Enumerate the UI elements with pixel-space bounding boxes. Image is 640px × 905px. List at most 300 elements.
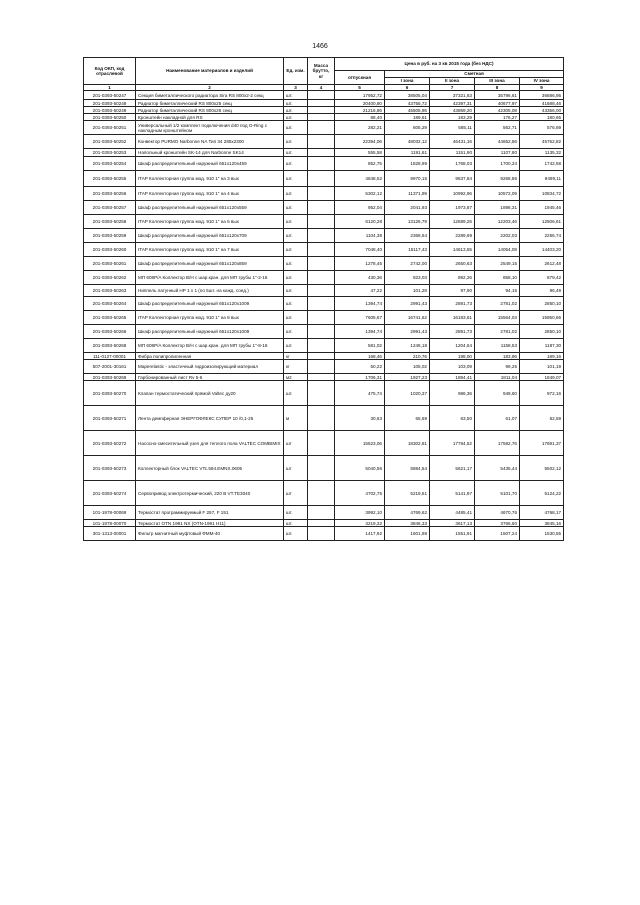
cell-wholesale-price: 581,02 bbox=[335, 339, 385, 353]
cell-zone-2-price: 2891,73 bbox=[430, 325, 475, 339]
cell-code: 201-0393-50259 bbox=[84, 229, 136, 243]
cell-unit: м bbox=[284, 406, 308, 431]
cell-wholesale-price: 6120,28 bbox=[335, 215, 385, 229]
cell-mass bbox=[308, 381, 335, 406]
cell-code: 201-0393-50265 bbox=[84, 311, 136, 325]
cell-zone-2-price: 183,29 bbox=[430, 114, 475, 121]
cell-mass bbox=[308, 215, 335, 229]
cell-name: Радиатор биметаллический RS 800х25 секц bbox=[136, 100, 284, 107]
cell-zone-3-price: 5435,44 bbox=[475, 456, 520, 481]
cell-zone-2-price: 37321,63 bbox=[430, 91, 475, 100]
cell-code: 201-0393-50260 bbox=[84, 243, 136, 257]
header-unit: Ед. изм. bbox=[284, 58, 308, 85]
cell-mass bbox=[308, 229, 335, 243]
cell-zone-3-price: 15564,03 bbox=[475, 311, 520, 325]
cell-zone-2-price: 16183,61 bbox=[430, 311, 475, 325]
cell-zone-1-price: 65,69 bbox=[385, 406, 430, 431]
cell-name: Лента демпферная ЭНЕРГОФЛЕКС СУПЕР 10 /0,1-25 bbox=[136, 406, 284, 431]
cell-zone-3-price: 42305,08 bbox=[475, 107, 520, 114]
cell-name: Фильтр магнитный муфтовый ФММ-40 bbox=[136, 527, 284, 541]
cell-code: 201-0393-50264 bbox=[84, 297, 136, 311]
cell-wholesale-price: 1278,45 bbox=[335, 257, 385, 271]
table-row bbox=[84, 229, 564, 243]
cell-wholesale-price: 7605,67 bbox=[335, 311, 385, 325]
cell-zone-1-price: 13126,79 bbox=[385, 215, 430, 229]
cell-code: 201-0393-50273 bbox=[84, 456, 136, 481]
column-number: 2 bbox=[136, 85, 284, 91]
table-row bbox=[84, 406, 564, 431]
cell-name: Шкаф распределительный наружный 651х120х709 bbox=[136, 229, 284, 243]
cell-wholesale-price: 21216,86 bbox=[335, 107, 385, 114]
cell-mass bbox=[308, 114, 335, 121]
cell-zone-1-price: 18302,81 bbox=[385, 431, 430, 456]
column-number: 9 bbox=[520, 85, 564, 91]
cell-mass bbox=[308, 121, 335, 135]
cell-mass bbox=[308, 506, 335, 520]
table-row bbox=[84, 107, 564, 114]
table-row bbox=[84, 157, 564, 171]
cell-code: 201-0393-50274 bbox=[84, 481, 136, 506]
cell-zone-3-price: 948,60 bbox=[475, 381, 520, 406]
cell-name: Напольный кронштейн SK-14 для Narbonne SK14 bbox=[136, 149, 284, 157]
cell-zone-2-price: 12689,26 bbox=[430, 215, 475, 229]
cell-zone-1-price: 1927,23 bbox=[385, 374, 430, 381]
cell-wholesale-price: 7048,40 bbox=[335, 243, 385, 257]
cell-zone-1-price: 11371,99 bbox=[385, 187, 430, 201]
cell-name: МП 608P/A Коллектор В/Н с шар.кран. для МП трубы 1"-2-16 bbox=[136, 271, 284, 285]
cell-name: Клапан термостатический прямой Valtec ду20 bbox=[136, 381, 284, 406]
cell-zone-2-price: 1551,91 bbox=[430, 527, 475, 541]
cell-code: 201-0393-50270 bbox=[84, 381, 136, 406]
cell-code: 201-0393-50258 bbox=[84, 215, 136, 229]
table-row bbox=[84, 456, 564, 481]
cell-wholesale-price: 4702,75 bbox=[335, 481, 385, 506]
cell-zone-2-price: 1884,41 bbox=[430, 374, 475, 381]
cell-wholesale-price: 17952,72 bbox=[335, 91, 385, 100]
cell-zone-4-price: 1530,55 bbox=[520, 527, 564, 541]
cell-wholesale-price: 15523,06 bbox=[335, 431, 385, 456]
cell-wholesale-price: 20400,80 bbox=[335, 100, 385, 107]
cell-code: 101-1978-00070 bbox=[84, 520, 136, 527]
cell-name: Maperelastic - эластичный гидроизолирующий материал bbox=[136, 360, 284, 374]
cell-zone-2-price: 2650,63 bbox=[430, 257, 475, 271]
cell-zone-4-price: 1135,32 bbox=[520, 149, 564, 157]
column-number: 1 bbox=[84, 85, 136, 91]
cell-wholesale-price: 1394,74 bbox=[335, 325, 385, 339]
cell-wholesale-price: 430,36 bbox=[335, 271, 385, 285]
cell-mass bbox=[308, 135, 335, 149]
header-zone-3: III зона bbox=[475, 78, 520, 85]
cell-zone-3-price: 2781,02 bbox=[475, 325, 520, 339]
table-row bbox=[84, 481, 564, 506]
cell-zone-3-price: 183,96 bbox=[475, 353, 520, 360]
cell-zone-1-price: 2041,93 bbox=[385, 201, 430, 215]
cell-mass bbox=[308, 297, 335, 311]
cell-unit: шт. bbox=[284, 201, 308, 215]
cell-zone-4-price: 180,65 bbox=[520, 114, 564, 121]
cell-zone-3-price: 61,07 bbox=[475, 406, 520, 431]
cell-mass bbox=[308, 339, 335, 353]
column-number: 3 bbox=[284, 85, 308, 91]
cell-zone-2-price: 103,09 bbox=[430, 360, 475, 374]
cell-mass bbox=[308, 374, 335, 381]
cell-zone-4-price: 4768,17 bbox=[520, 506, 564, 520]
cell-name: Конвектор PURMO Narbonne NA Тип 34 285х2300 bbox=[136, 135, 284, 149]
cell-zone-3-price: 1700,34 bbox=[475, 157, 520, 171]
cell-code: 507-2001-30161 bbox=[84, 360, 136, 374]
cell-zone-2-price: 892,26 bbox=[430, 271, 475, 285]
cell-zone-4-price: 972,16 bbox=[520, 381, 564, 406]
cell-code: 201-0393-50250 bbox=[84, 114, 136, 121]
cell-name: Шкаф распределительный наружный 651х120х859 bbox=[136, 257, 284, 271]
page-number: 1466 bbox=[312, 43, 328, 50]
cell-zone-2-price: 2891,73 bbox=[430, 297, 475, 311]
cell-unit: шт bbox=[284, 481, 308, 506]
cell-zone-2-price: 198,00 bbox=[430, 353, 475, 360]
cell-zone-3-price: 1507,24 bbox=[475, 527, 520, 541]
cell-name: Термостат программируемый F 257, F 151 bbox=[136, 506, 284, 520]
cell-name: Шкаф распределительный наружный 651х120х1009 bbox=[136, 325, 284, 339]
cell-zone-1-price: 4769,62 bbox=[385, 506, 430, 520]
cell-zone-1-price: 45505,95 bbox=[385, 107, 430, 114]
cell-zone-1-price: 1601,98 bbox=[385, 527, 430, 541]
cell-zone-3-price: 99,25 bbox=[475, 360, 520, 374]
cell-unit: шт. bbox=[284, 339, 308, 353]
cell-zone-4-price: 1187,30 bbox=[520, 339, 564, 353]
cell-unit: шт. bbox=[284, 311, 308, 325]
cell-zone-2-price: 1768,03 bbox=[430, 157, 475, 171]
cell-zone-4-price: 2850,10 bbox=[520, 297, 564, 311]
cell-zone-3-price: 858,10 bbox=[475, 271, 520, 285]
cell-mass bbox=[308, 520, 335, 527]
cell-name: МП 608P/A Коллектор В/Н с шар.кран. для МП трубы 1"-8-16 bbox=[136, 339, 284, 353]
header-estimate: Сметная bbox=[385, 71, 564, 78]
cell-wholesale-price: 5302,12 bbox=[335, 187, 385, 201]
table-row bbox=[84, 381, 564, 406]
cell-zone-4-price: 5502,12 bbox=[520, 456, 564, 481]
cell-zone-4-price: 14403,20 bbox=[520, 243, 564, 257]
header-prices-group: Цена в руб. на 3 кв 2015 года (без НДС) bbox=[335, 58, 564, 71]
cell-zone-2-price: 3617,13 bbox=[430, 520, 475, 527]
cell-zone-2-price: 97,90 bbox=[430, 285, 475, 297]
cell-wholesale-price: 30,63 bbox=[335, 406, 385, 431]
cell-code: 201-0393-50248 bbox=[84, 100, 136, 107]
cell-code: 201-0393-50262 bbox=[84, 271, 136, 285]
table-row bbox=[84, 91, 564, 100]
cell-wholesale-price: 475,74 bbox=[335, 381, 385, 406]
cell-zone-4-price: 12506,61 bbox=[520, 215, 564, 229]
cell-mass bbox=[308, 100, 335, 107]
cell-unit: шт. bbox=[284, 135, 308, 149]
cell-zone-4-price: 101,19 bbox=[520, 360, 564, 374]
cell-mass bbox=[308, 325, 335, 339]
cell-zone-3-price: 1107,80 bbox=[475, 149, 520, 157]
cell-code: 201-0393-50251 bbox=[84, 121, 136, 135]
cell-zone-4-price: 96,49 bbox=[520, 285, 564, 297]
cell-zone-1-price: 5219,61 bbox=[385, 481, 430, 506]
cell-zone-1-price: 16741,62 bbox=[385, 311, 430, 325]
cell-name: Кронштейн накладной для RS bbox=[136, 114, 284, 121]
cell-zone-1-price: 2991,43 bbox=[385, 325, 430, 339]
cell-name: Термостат OTN 1991 NX (OTN-1991 H11) bbox=[136, 520, 284, 527]
cell-mass bbox=[308, 311, 335, 325]
cell-zone-1-price: 105,02 bbox=[385, 360, 430, 374]
cell-wholesale-price: 4648,52 bbox=[335, 171, 385, 187]
cell-code: 101-1978-00069 bbox=[84, 506, 136, 520]
cell-zone-1-price: 1828,99 bbox=[385, 157, 430, 171]
cell-name: Сервопривод электротермический, 220 В VT.TE3040 bbox=[136, 481, 284, 506]
table-row bbox=[84, 297, 564, 311]
cell-zone-1-price: 2368,64 bbox=[385, 229, 430, 243]
cell-mass bbox=[308, 431, 335, 456]
cell-zone-2-price: 14613,55 bbox=[430, 243, 475, 257]
cell-zone-4-price: 1849,07 bbox=[520, 374, 564, 381]
cell-unit: шт. bbox=[284, 171, 308, 187]
cell-zone-1-price: 2742,00 bbox=[385, 257, 430, 271]
cell-code: 201-0393-50261 bbox=[84, 257, 136, 271]
cell-code: 201-0393-50271 bbox=[84, 406, 136, 431]
cell-wholesale-price: 47,22 bbox=[335, 285, 385, 297]
cell-zone-3-price: 9268,86 bbox=[475, 171, 520, 187]
cell-zone-1-price: 48032,12 bbox=[385, 135, 430, 149]
cell-name: Шкаф распределительный наружный 651х120х559 bbox=[136, 201, 284, 215]
cell-zone-2-price: 43869,20 bbox=[430, 107, 475, 114]
cell-wholesale-price: 1104,38 bbox=[335, 229, 385, 243]
cell-zone-2-price: 5621,17 bbox=[430, 456, 475, 481]
cell-unit: шт bbox=[284, 431, 308, 456]
header-zone-1: I зона bbox=[385, 78, 430, 85]
cell-unit: шт. bbox=[284, 381, 308, 406]
column-number: 8 bbox=[475, 85, 520, 91]
header-code: Код ОКП, код отраслевой bbox=[84, 58, 136, 85]
cell-zone-1-price: 923,03 bbox=[385, 271, 430, 285]
cell-wholesale-price: 1417,92 bbox=[335, 527, 385, 541]
cell-zone-3-price: 1898,31 bbox=[475, 201, 520, 215]
cell-code: 201-0393-50268 bbox=[84, 339, 136, 353]
cell-code: 201-0393-50257 bbox=[84, 201, 136, 215]
column-number: 5 bbox=[335, 85, 385, 91]
cell-zone-2-price: 10992,96 bbox=[430, 187, 475, 201]
cell-unit: шт. bbox=[284, 114, 308, 121]
cell-zone-4-price: 36686,95 bbox=[520, 91, 564, 100]
cell-zone-4-price: 2850,10 bbox=[520, 325, 564, 339]
cell-zone-1-price: 3846,33 bbox=[385, 520, 430, 527]
cell-unit: шт. bbox=[284, 257, 308, 271]
cell-unit: шт. bbox=[284, 243, 308, 257]
table-row bbox=[84, 506, 564, 520]
cell-zone-2-price: 585,11 bbox=[430, 121, 475, 135]
cell-zone-1-price: 1020,37 bbox=[385, 381, 430, 406]
cell-unit: шт. bbox=[284, 506, 308, 520]
cell-zone-3-price: 94,15 bbox=[475, 285, 520, 297]
cell-zone-2-price: 1204,64 bbox=[430, 339, 475, 353]
cell-unit: шт. bbox=[284, 527, 308, 541]
cell-mass bbox=[308, 171, 335, 187]
cell-zone-3-price: 1811,04 bbox=[475, 374, 520, 381]
cell-wholesale-price: 282,21 bbox=[335, 121, 385, 135]
cell-wholesale-price: 555,58 bbox=[335, 149, 385, 157]
cell-unit: шт. bbox=[284, 100, 308, 107]
cell-name: Шкаф распределительный наружный 651х120х1009 bbox=[136, 297, 284, 311]
cell-zone-4-price: 43356,00 bbox=[520, 107, 564, 114]
cell-wholesale-price: 50,22 bbox=[335, 360, 385, 374]
cell-unit: шт. bbox=[284, 149, 308, 157]
table-row bbox=[84, 431, 564, 456]
cell-unit: шт. bbox=[284, 107, 308, 114]
cell-zone-3-price: 1158,53 bbox=[475, 339, 520, 353]
cell-zone-3-price: 35796,61 bbox=[475, 91, 520, 100]
cell-zone-1-price: 9970,15 bbox=[385, 171, 430, 187]
cell-zone-2-price: 2289,69 bbox=[430, 229, 475, 243]
cell-zone-1-price: 210,76 bbox=[385, 353, 430, 360]
cell-name: Насосно-смесительный узел для теплого пола VALTEC COMBIMIX bbox=[136, 431, 284, 456]
cell-zone-3-price: 44652,56 bbox=[475, 135, 520, 149]
cell-unit: шт. bbox=[284, 91, 308, 100]
cell-unit: шт. bbox=[284, 215, 308, 229]
cell-zone-4-price: 17691,37 bbox=[520, 431, 564, 456]
cell-wholesale-price: 5040,56 bbox=[335, 456, 385, 481]
table-row bbox=[84, 215, 564, 229]
cell-zone-4-price: 41688,46 bbox=[520, 100, 564, 107]
cell-zone-4-price: 2612,48 bbox=[520, 257, 564, 271]
cell-mass bbox=[308, 456, 335, 481]
cell-wholesale-price: 852,75 bbox=[335, 157, 385, 171]
cell-name: ITAP Коллекторная группа мод. 910 1" на 7 вых bbox=[136, 243, 284, 257]
cell-code: 201-0393-50272 bbox=[84, 431, 136, 456]
table-row bbox=[84, 135, 564, 149]
cell-zone-2-price: 46431,16 bbox=[430, 135, 475, 149]
cell-zone-3-price: 10572,09 bbox=[475, 187, 520, 201]
table-row bbox=[84, 360, 564, 374]
cell-name: ITAP Коллекторная группа мод. 910 1" на 6 вых bbox=[136, 215, 284, 229]
cell-zone-4-price: 15950,66 bbox=[520, 311, 564, 325]
cell-unit: шт. bbox=[284, 187, 308, 201]
cell-zone-3-price: 40677,97 bbox=[475, 100, 520, 107]
cell-zone-3-price: 2549,15 bbox=[475, 257, 520, 271]
header-wholesale: отпускная bbox=[335, 71, 385, 85]
cell-unit: кг bbox=[284, 353, 308, 360]
cell-zone-4-price: 1742,58 bbox=[520, 157, 564, 171]
header-mass: Масса брутто, кг bbox=[308, 58, 335, 85]
cell-mass bbox=[308, 201, 335, 215]
cell-mass bbox=[308, 481, 335, 506]
cell-unit: шт. bbox=[284, 121, 308, 135]
table-row bbox=[84, 527, 564, 541]
cell-name: Коллекторный блок VALTEC VTc.594.EMNX.0605 bbox=[136, 456, 284, 481]
cell-code: 201-0393-50253 bbox=[84, 149, 136, 157]
cell-code: 201-0393-50255 bbox=[84, 171, 136, 187]
cell-unit: шт. bbox=[284, 229, 308, 243]
cell-name: Шкаф распределительный наружный 651х120х459 bbox=[136, 157, 284, 171]
cell-name: Универсальный 1/2 комплект подключения d40 под O-Ring с накладным кронштейном bbox=[136, 121, 284, 135]
cell-code: 201-0393-50249 bbox=[84, 107, 136, 114]
cell-name: Гарбонированный лист Rv 5-6 bbox=[136, 374, 284, 381]
cell-zone-3-price: 2781,02 bbox=[475, 297, 520, 311]
table-row bbox=[84, 339, 564, 353]
cell-zone-3-price: 12203,46 bbox=[475, 215, 520, 229]
cell-wholesale-price: 1394,74 bbox=[335, 297, 385, 311]
cell-unit: шт. bbox=[284, 297, 308, 311]
cell-code: 201-0393-50247 bbox=[84, 91, 136, 100]
cell-wholesale-price: 952,04 bbox=[335, 201, 385, 215]
cell-mass bbox=[308, 107, 335, 114]
cell-zone-4-price: 1945,46 bbox=[520, 201, 564, 215]
cell-name: Радиатор биметаллический RS 800х26 секц bbox=[136, 107, 284, 114]
table-row bbox=[84, 121, 564, 135]
cell-mass bbox=[308, 527, 335, 541]
cell-mass bbox=[308, 243, 335, 257]
header-name: Наименование материалов и изделий bbox=[136, 58, 284, 85]
cell-wholesale-price: 1706,31 bbox=[335, 374, 385, 381]
cell-zone-2-price: 986,36 bbox=[430, 381, 475, 406]
cell-code: 201-0393-50254 bbox=[84, 157, 136, 171]
cell-zone-3-price: 2202,03 bbox=[475, 229, 520, 243]
cell-zone-4-price: 3845,16 bbox=[520, 520, 564, 527]
cell-name: Секция биметаллического радиатора Sira RS 800х2-2 секц bbox=[136, 91, 284, 100]
cell-mass bbox=[308, 187, 335, 201]
cell-zone-4-price: 2256,74 bbox=[520, 229, 564, 243]
cell-unit: шт bbox=[284, 456, 308, 481]
cell-zone-2-price: 1973,87 bbox=[430, 201, 475, 215]
table-row bbox=[84, 311, 564, 325]
table-row bbox=[84, 257, 564, 271]
cell-zone-2-price: 5141,97 bbox=[430, 481, 475, 506]
cell-zone-1-price: 2991,43 bbox=[385, 297, 430, 311]
table-row bbox=[84, 114, 564, 121]
column-number: 7 bbox=[430, 85, 475, 91]
cell-code: 201-0393-50252 bbox=[84, 135, 136, 149]
cell-zone-2-price: 1151,90 bbox=[430, 149, 475, 157]
cell-zone-4-price: 9499,11 bbox=[520, 171, 564, 187]
table-row bbox=[84, 100, 564, 107]
cell-unit: шт. bbox=[284, 271, 308, 285]
cell-zone-2-price: 4485,41 bbox=[430, 506, 475, 520]
column-number: 6 bbox=[385, 85, 430, 91]
cell-zone-3-price: 5101,70 bbox=[475, 481, 520, 506]
cell-zone-1-price: 605,29 bbox=[385, 121, 430, 135]
cell-zone-1-price: 38505,04 bbox=[385, 91, 430, 100]
cell-code: 201-0393-50269 bbox=[84, 374, 136, 381]
cell-unit: м2 bbox=[284, 374, 308, 381]
cell-mass bbox=[308, 91, 335, 100]
cell-zone-3-price: 562,71 bbox=[475, 121, 520, 135]
cell-zone-4-price: 879,42 bbox=[520, 271, 564, 285]
cell-code: 201-0393-50266 bbox=[84, 325, 136, 339]
cell-zone-1-price: 5884,54 bbox=[385, 456, 430, 481]
header-zone-2: II зона bbox=[430, 78, 475, 85]
table-row bbox=[84, 325, 564, 339]
cell-zone-4-price: 5124,22 bbox=[520, 481, 564, 506]
table-row bbox=[84, 374, 564, 381]
cell-name: ITAP Коллекторная группа мод. 910 1" на 3 вых bbox=[136, 171, 284, 187]
cell-zone-1-price: 101,28 bbox=[385, 285, 430, 297]
table-row bbox=[84, 243, 564, 257]
cell-zone-4-price: 10834,72 bbox=[520, 187, 564, 201]
cell-unit: шт. bbox=[284, 285, 308, 297]
table-row bbox=[84, 187, 564, 201]
cell-zone-2-price: 17784,52 bbox=[430, 431, 475, 456]
cell-zone-1-price: 15117,43 bbox=[385, 243, 430, 257]
cell-name: ITAP Коллекторная группа мод. 910 1" на 4 вых bbox=[136, 187, 284, 201]
cell-wholesale-price: 22394,06 bbox=[335, 135, 385, 149]
cell-name: Фибра полипропиленная bbox=[136, 353, 284, 360]
cell-zone-4-price: 189,16 bbox=[520, 353, 564, 360]
cell-name: Ниппель латунный НР 1 х 1 (по 5шт. на кажд. соед.) bbox=[136, 285, 284, 297]
cell-code: 201-0393-50263 bbox=[84, 285, 136, 297]
cell-code: 301-1313-00001 bbox=[84, 527, 136, 541]
table-row bbox=[84, 149, 564, 157]
cell-zone-4-price: 45762,82 bbox=[520, 135, 564, 149]
